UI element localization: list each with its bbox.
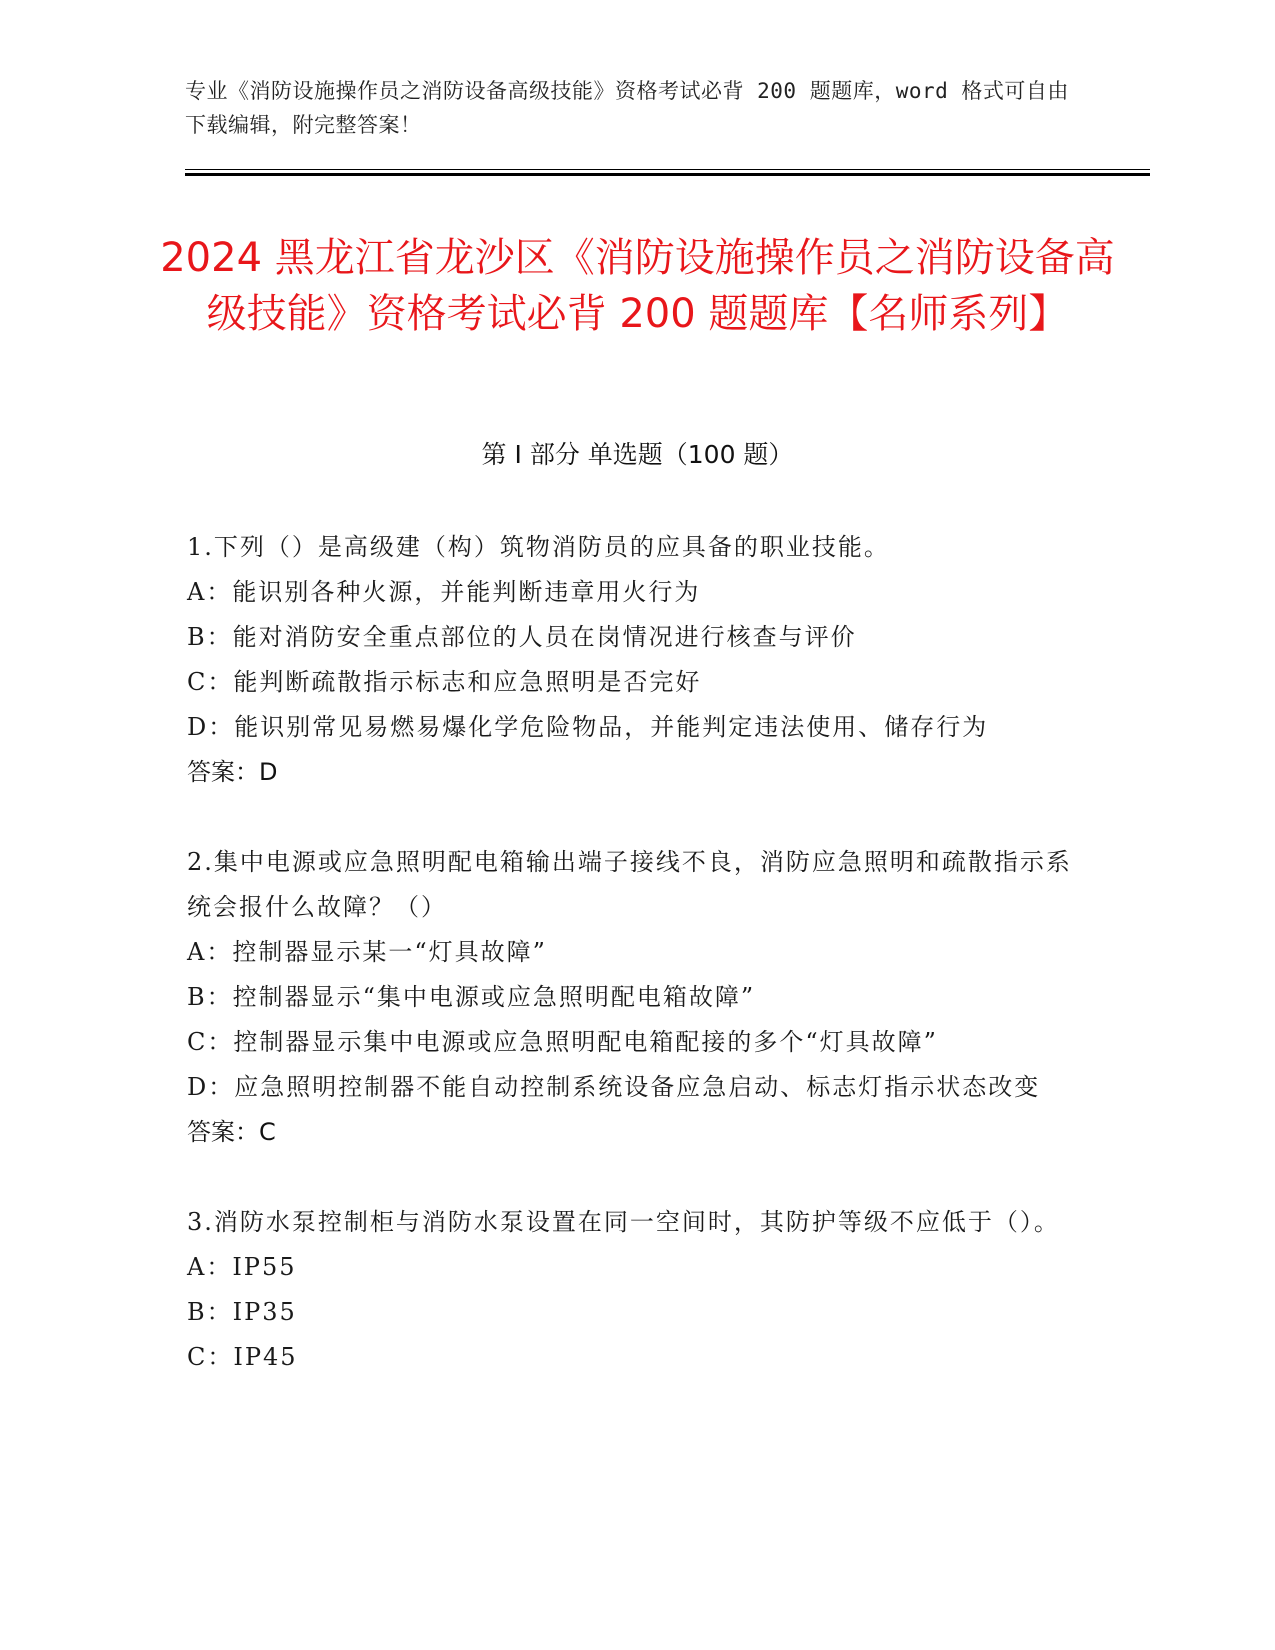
option-c: C：IP45 [187, 1343, 298, 1371]
question-text: 1.下列（）是高级建（构）筑物消防员的应具备的职业技能。 [187, 533, 890, 561]
question-list [187, 525, 1087, 1425]
option-d: D：能识别常见易燃易爆化学危险物品，并能判定违法使用、储存行为 [187, 713, 989, 741]
option-b: B：控制器显示“集中电源或应急照明配电箱故障” [187, 983, 756, 1011]
option-c: C：控制器显示集中电源或应急照明配电箱配接的多个“灯具故障” [187, 1028, 938, 1056]
question-item [187, 525, 1087, 795]
header-rule-thin [185, 169, 1150, 170]
option-a: A：能识别各种火源，并能判断违章用火行为 [187, 578, 701, 606]
option-b: B：IP35 [187, 1298, 297, 1326]
option-a: A：IP55 [187, 1253, 297, 1281]
section-heading: 第 I 部分 单选题（100 题） [481, 440, 794, 469]
question-text: 3.消防水泵控制柜与消防水泵设置在同一空间时，其防护等级不应低于（）。 [187, 1208, 1060, 1236]
question-item [187, 1200, 1087, 1380]
header-note: 专业《消防设施操作员之消防设备高级技能》资格考试必背 200 题题库，word 格式可自由下载编辑，附完整答案！ [185, 79, 1069, 137]
question-item [187, 840, 1087, 1155]
option-b: B：能对消防安全重点部位的人员在岗情况进行核查与评价 [187, 623, 857, 651]
option-c: C：能判断疏散指示标志和应急照明是否完好 [187, 668, 702, 696]
header-rule-thick [185, 173, 1150, 176]
answer-text: 答案：C [187, 1118, 276, 1146]
question-text: 2.集中电源或应急照明配电箱输出端子接线不良，消防应急照明和疏散指示系统会报什么故障？（） [187, 848, 1072, 921]
answer-text: 答案：D [187, 758, 278, 786]
document-title: 2024 黑龙江省龙沙区《消防设施操作员之消防设备高级技能》资格考试必背 200 题题库【名师系列】 [160, 235, 1115, 337]
option-d: D：应急照明控制器不能自动控制系统设备应急启动、标志灯指示状态改变 [187, 1073, 1041, 1101]
option-a: A：控制器显示某一“灯具故障” [187, 938, 547, 966]
